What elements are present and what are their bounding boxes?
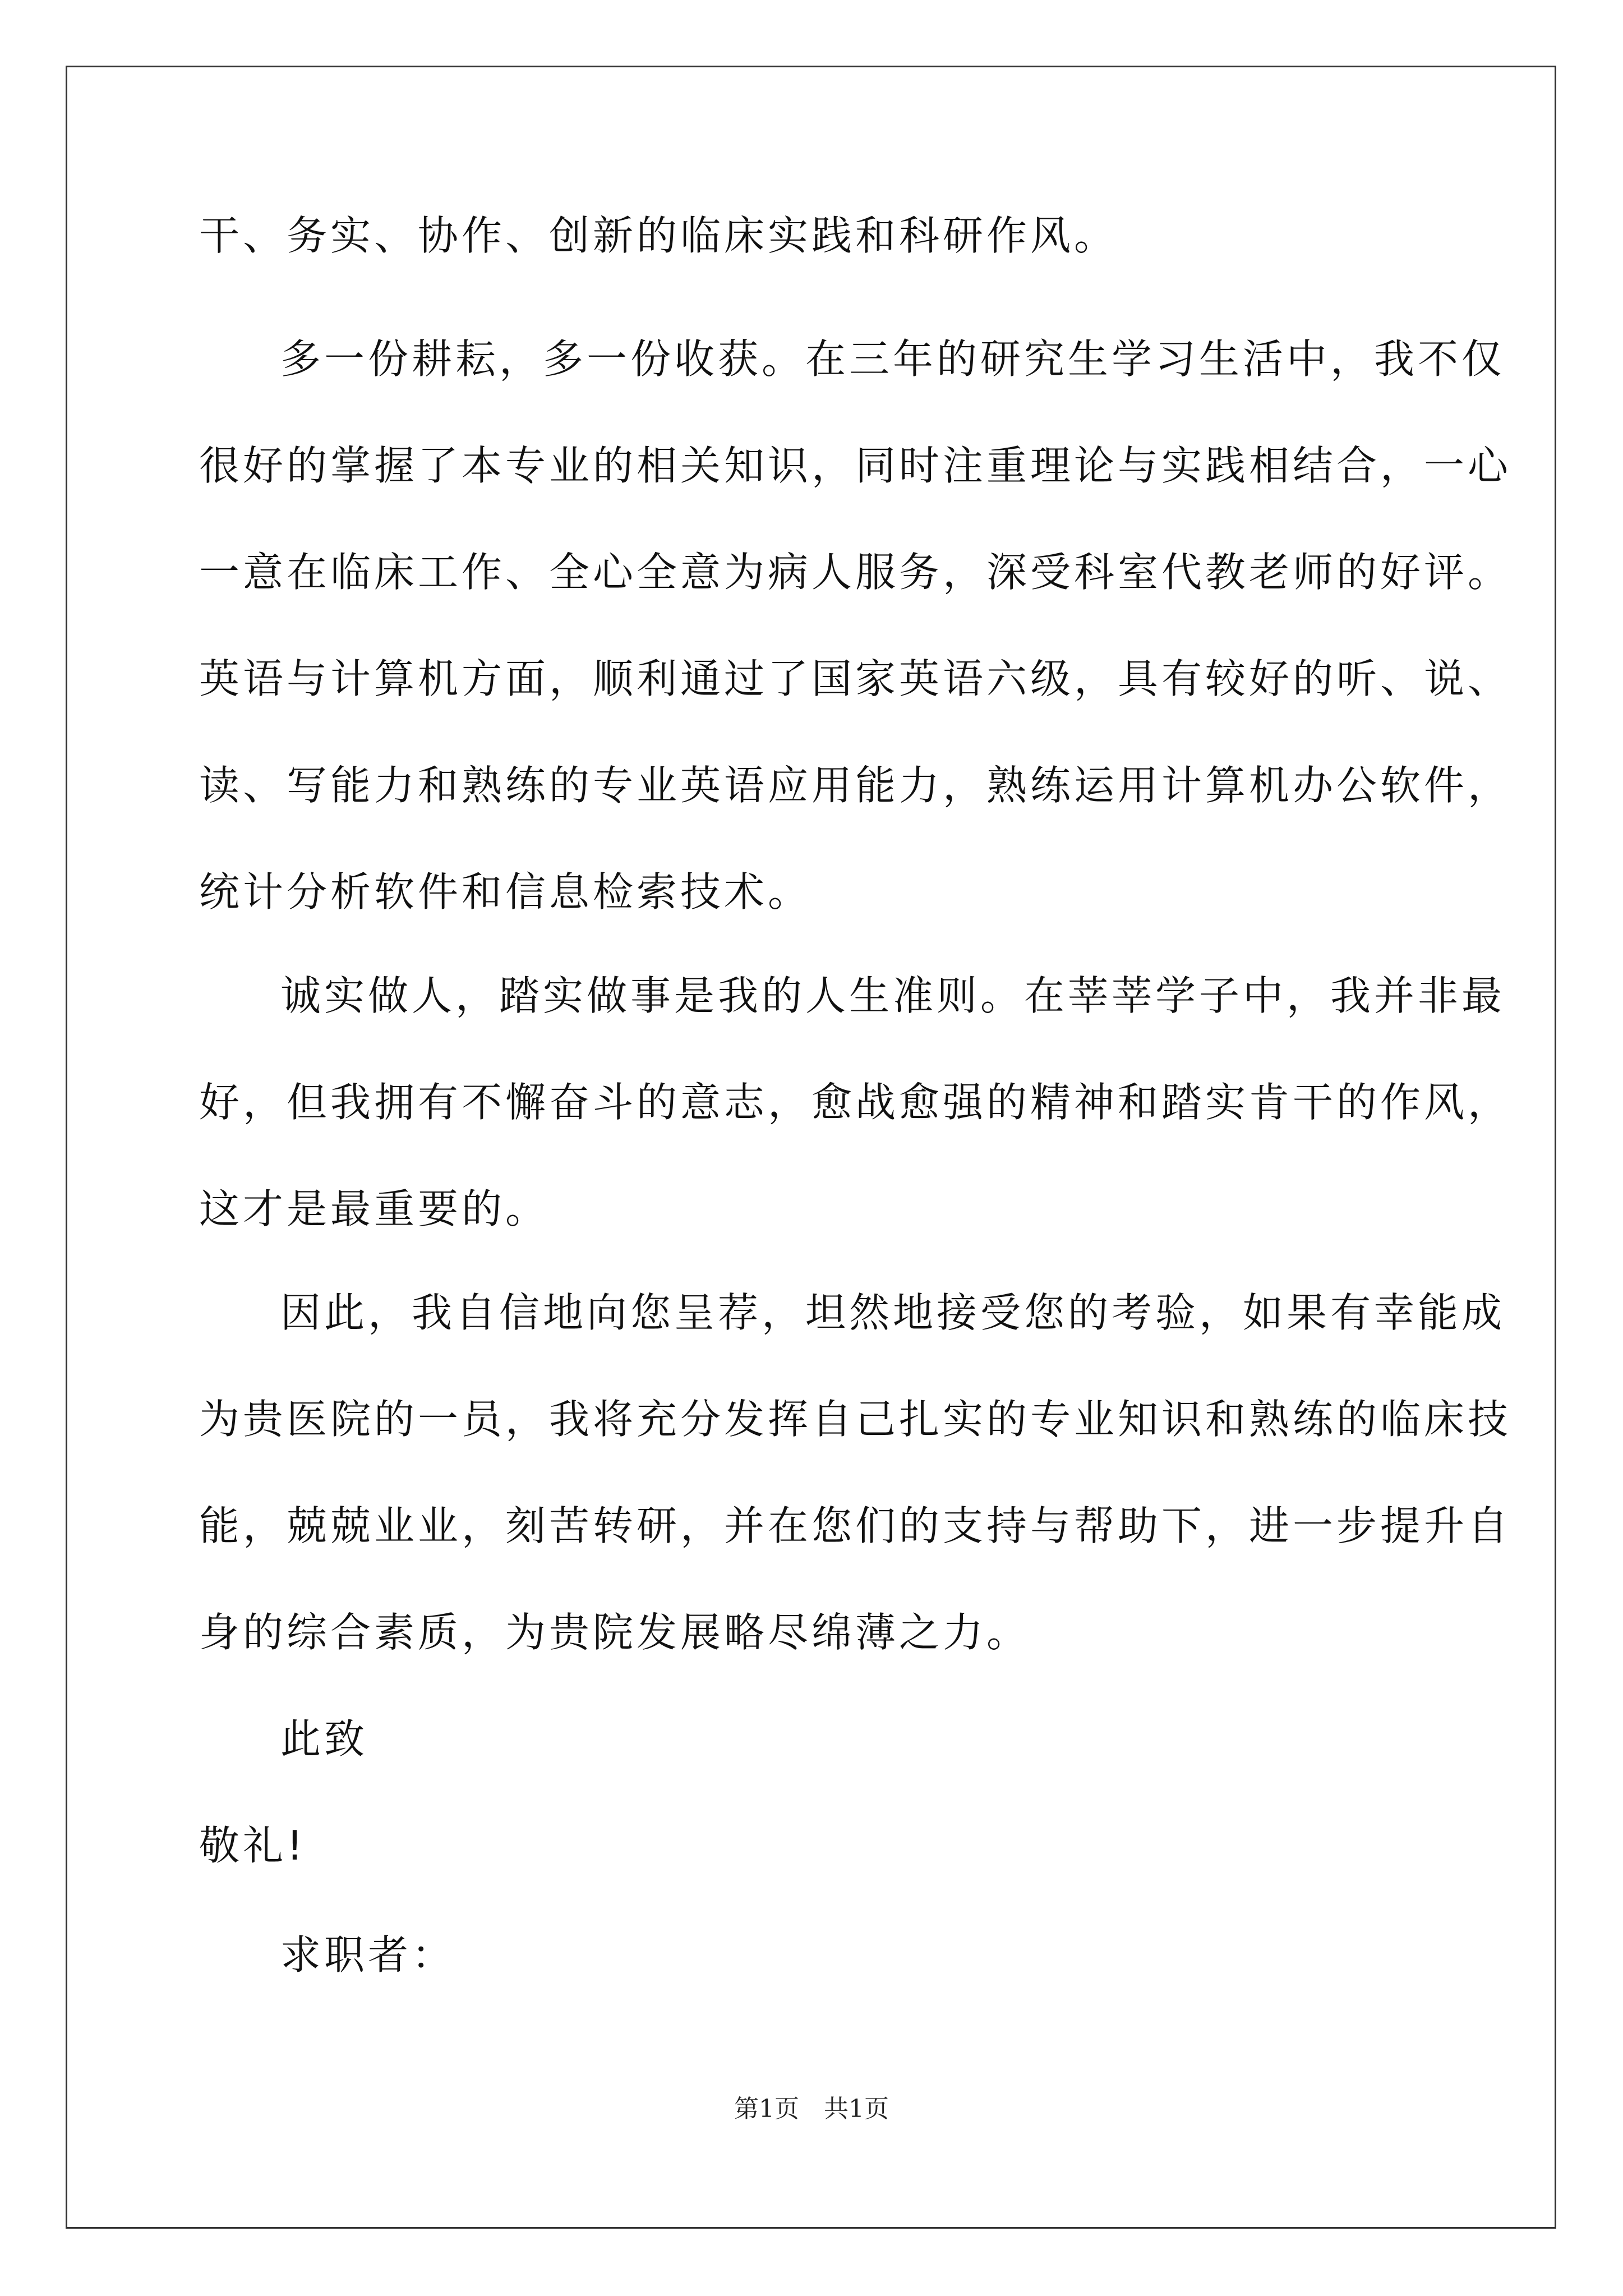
paragraph-start-line: 因此，我自信地向您呈荐，坦然地接受您的考验，如果有幸能成	[280, 1289, 1506, 1336]
salutation-line: 敬礼!	[199, 1822, 306, 1869]
paragraph-start-line: 诚实做人，踏实做事是我的人生准则。在莘莘学子中，我并非最	[280, 972, 1506, 1019]
page-number: 第1页 共1页	[734, 2095, 889, 2123]
signature-line: 求职者：	[280, 1931, 456, 1978]
body-line: 读、写能力和熟练的专业英语应用能力，熟练运用计算机办公软件，	[199, 762, 1512, 809]
closing-line: 此致	[280, 1715, 368, 1763]
paragraph-start-line: 多一份耕耘，多一份收获。在三年的研究生学习生活中，我不仅	[280, 335, 1506, 383]
body-line: 很好的掌握了本专业的相关知识，同时注重理论与实践相结合，一心	[199, 442, 1512, 489]
body-line: 英语与计算机方面，顺利通过了国家英语六级，具有较好的听、说、	[199, 655, 1512, 702]
body-line: 身的综合素质，为贵院发展略尽绵薄之力。	[199, 1609, 1031, 1656]
body-line: 好，但我拥有不懈奋斗的意志，愈战愈强的精神和踏实肯干的作风，	[199, 1079, 1512, 1126]
body-line: 为贵医院的一员，我将充分发挥自己扎实的专业知识和熟练的临床技	[199, 1396, 1512, 1443]
body-line: 这才是最重要的。	[199, 1185, 550, 1232]
body-line: 干、务实、协作、创新的临床实践和科研作风。	[199, 212, 1118, 259]
body-line: 统计分析软件和信息检索技术。	[199, 868, 812, 915]
body-line: 一意在临床工作、全心全意为病人服务，深受科室代教老师的好评。	[199, 549, 1512, 596]
page-border	[66, 66, 1556, 2229]
body-line: 能，兢兢业业，刻苦转研，并在您们的支持与帮助下，进一步提升自	[199, 1502, 1512, 1549]
